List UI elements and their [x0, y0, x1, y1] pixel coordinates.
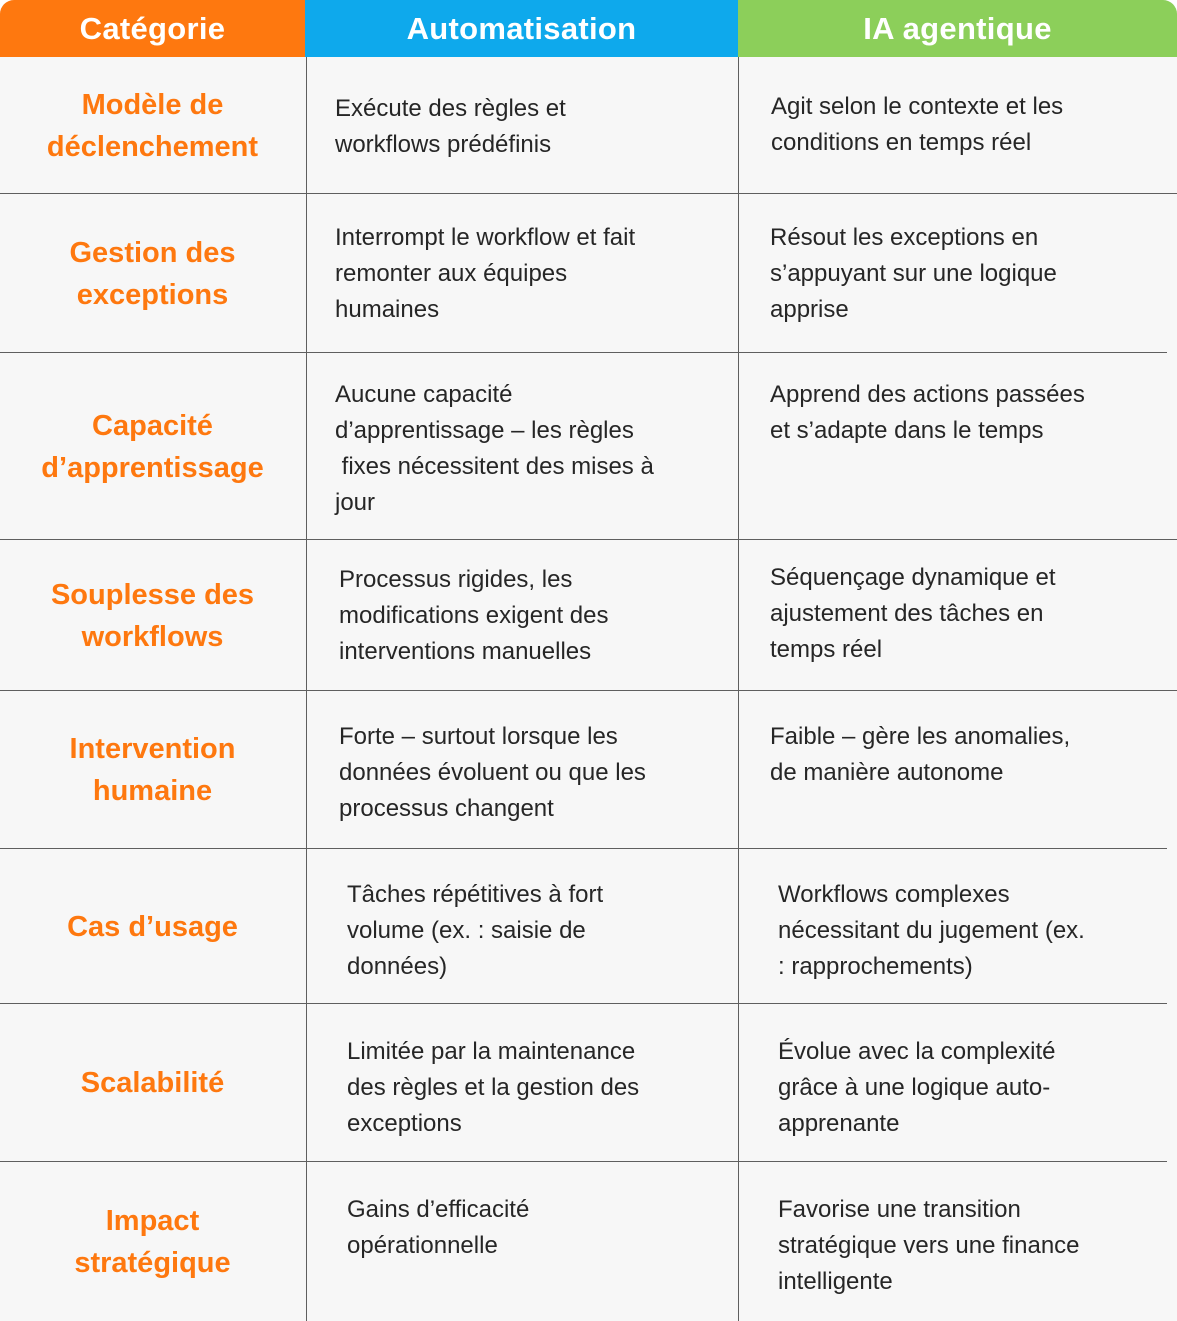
header-automation: Automatisation	[305, 0, 738, 57]
category-line: workflows	[81, 620, 224, 653]
row-category	[0, 849, 305, 1004]
cell-line: nécessitant du jugement (ex.	[778, 917, 1085, 944]
cell-line: apprenante	[778, 1110, 900, 1137]
table-row	[0, 353, 1177, 540]
cell-line: apprise	[770, 296, 849, 323]
cell-line: et s’adapte dans le temps	[770, 417, 1044, 444]
cell-line: humaines	[335, 296, 440, 323]
automation-cell	[335, 220, 635, 328]
cell-line: stratégique vers une finance	[778, 1232, 1080, 1259]
cell-line: temps réel	[770, 636, 883, 663]
category-line: Cas d’usage	[67, 910, 238, 943]
automation-cell	[347, 1192, 529, 1264]
cell-line: Aucune capacité	[335, 381, 513, 408]
cell-line: : rapprochements)	[778, 953, 973, 980]
row-category	[0, 540, 305, 691]
category-line: Gestion des	[69, 236, 236, 269]
category-line: Modèle de	[81, 88, 224, 121]
cell-line: modifications exigent des	[339, 602, 609, 629]
row-category	[0, 1004, 305, 1162]
table-row	[0, 691, 1177, 849]
cell-line: données)	[347, 953, 448, 980]
header-category: Catégorie	[0, 0, 305, 57]
cell-line: exceptions	[347, 1110, 462, 1137]
automation-cell	[335, 91, 566, 163]
cell-line: des règles et la gestion des	[347, 1074, 640, 1101]
cell-line: volume (ex. : saisie de	[347, 917, 586, 944]
agentic-ai-cell	[770, 377, 1085, 449]
cell-line: fixes nécessitent des mises à	[335, 453, 654, 480]
cell-line: Limitée par la maintenance	[347, 1038, 636, 1065]
cell-line: grâce à une logique auto-	[778, 1074, 1051, 1101]
category-line: Intervention	[69, 733, 236, 765]
cell-line: jour	[335, 489, 376, 516]
automation-cell	[347, 1034, 639, 1142]
cell-line: Séquençage dynamique et	[770, 564, 1056, 591]
cell-line: Favorise une transition	[778, 1196, 1021, 1223]
cell-line: Interrompt le workflow et fait	[335, 224, 636, 251]
agentic-ai-cell	[770, 719, 1070, 791]
cell-line: Processus rigides, les	[339, 566, 573, 593]
automation-cell	[347, 877, 603, 985]
cell-line: Évolue avec la complexité	[778, 1038, 1056, 1065]
category-line: Scalabilité	[80, 1067, 225, 1099]
automation-cell	[335, 377, 654, 521]
cell-line: Gains d’efficacité	[347, 1196, 530, 1223]
agentic-ai-cell	[778, 877, 1085, 985]
category-line: Impact	[105, 1204, 200, 1237]
table-row	[0, 194, 1177, 353]
row-category	[0, 691, 305, 849]
table-row	[0, 540, 1177, 691]
table-row	[0, 1162, 1177, 1321]
category-line: exceptions	[76, 278, 229, 311]
cell-line: Agit selon le contexte et les	[771, 93, 1064, 120]
cell-line: conditions en temps réel	[771, 129, 1032, 156]
automation-cell	[339, 562, 608, 670]
agentic-ai-cell	[770, 220, 1057, 328]
cell-line: Résout les exceptions en	[770, 224, 1039, 251]
category-line: déclenchement	[46, 130, 259, 163]
cell-line: Workflows complexes	[778, 881, 1010, 908]
cell-line: Exécute des règles et	[335, 95, 566, 122]
cell-line: Tâches répétitives à fort	[347, 881, 604, 908]
cell-line: Faible – gère les anomalies,	[770, 723, 1071, 750]
cell-line: d’apprentissage – les règles	[335, 417, 634, 444]
row-category	[0, 1162, 305, 1321]
category-line: Souplesse des	[50, 578, 255, 611]
cell-line: de manière autonome	[770, 759, 1004, 786]
row-category	[0, 194, 305, 353]
automation-cell	[339, 719, 646, 827]
cell-line: Apprend des actions passées	[770, 381, 1085, 408]
cell-line: ajustement des tâches en	[770, 600, 1044, 627]
table-row	[0, 849, 1177, 1004]
cell-line: s’appuyant sur une logique	[770, 260, 1057, 287]
cell-line: remonter aux équipes	[335, 260, 568, 287]
agentic-ai-cell	[771, 89, 1063, 161]
cell-line: données évoluent ou que les	[339, 759, 646, 786]
category-line: stratégique	[74, 1246, 231, 1279]
table-row	[0, 57, 1177, 194]
row-category	[0, 57, 305, 194]
table-row	[0, 1004, 1177, 1162]
cell-line: interventions manuelles	[339, 638, 592, 665]
row-category	[0, 353, 305, 540]
category-line: d’apprentissage	[41, 451, 264, 484]
agentic-ai-cell	[778, 1192, 1080, 1300]
agentic-ai-cell	[778, 1034, 1055, 1142]
category-line: Capacité	[92, 409, 213, 442]
cell-line: processus changent	[339, 795, 554, 822]
cell-line: intelligente	[778, 1268, 893, 1295]
cell-line: Forte – surtout lorsque les	[339, 723, 618, 750]
header-agentic-ai: IA agentique	[738, 0, 1177, 57]
agentic-ai-cell	[770, 560, 1056, 668]
category-line: humaine	[92, 775, 213, 807]
cell-line: opérationnelle	[347, 1232, 498, 1259]
table-header	[0, 0, 1177, 57]
cell-line: workflows prédéfinis	[335, 131, 552, 158]
